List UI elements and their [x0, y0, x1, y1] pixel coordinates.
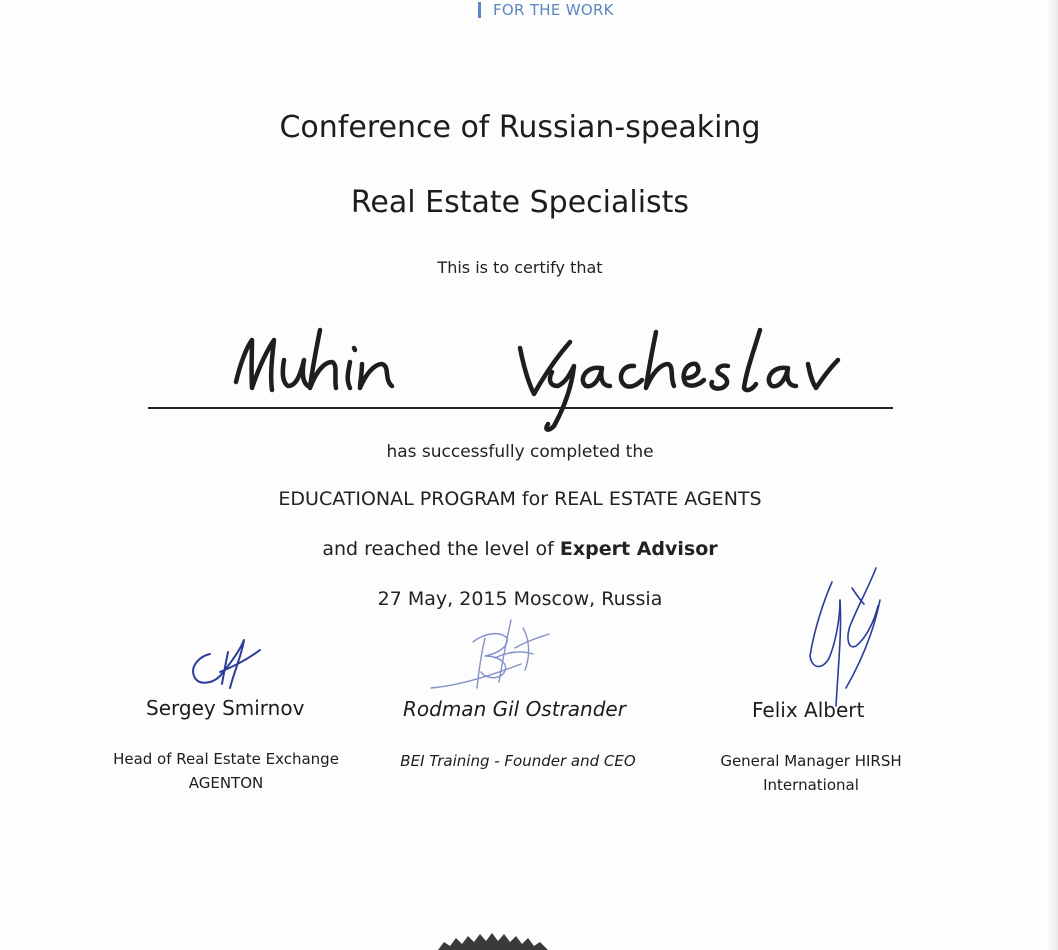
recipient-name-row — [148, 320, 893, 415]
signatory-3-title-line-1: General Manager HIRSH — [720, 752, 902, 770]
signatory-1-title-line-1: Head of Real Estate Exchange — [113, 750, 339, 768]
signatory-1-title-line-2: AGENTON — [188, 774, 264, 792]
signatory-1-title — [96, 747, 356, 795]
recipient-name-handwriting — [148, 320, 893, 440]
program-text: EDUCATIONAL PROGRAM for REAL ESTATE AGENTS — [278, 488, 762, 510]
signatory-2-name: Rodman Gil Ostrander — [403, 697, 626, 721]
page-edge-shadow — [1046, 0, 1058, 950]
certificate-title-line-1: Conference of Russian-speaking — [279, 110, 761, 145]
signatory-3-title — [700, 749, 922, 797]
certify-text: This is to certify that — [437, 258, 603, 277]
level-value: Expert Advisor — [559, 538, 718, 560]
signature-albert — [802, 560, 892, 710]
completed-text: has successfully completed the — [386, 442, 654, 462]
level-prefix: and reached the level of — [322, 538, 560, 560]
signatory-3-title-line-2: International — [763, 776, 859, 794]
signatory-2-title — [378, 749, 658, 773]
signature-ostrander — [425, 608, 565, 698]
level-line — [0, 538, 1040, 560]
signatory-2-title-line-1: BEI Training - Founder and CEO — [400, 752, 636, 770]
signature-smirnov — [186, 632, 268, 696]
certificate-title-line-2: Real Estate Specialists — [350, 185, 690, 220]
seal-partial-icon — [438, 932, 548, 950]
signatory-1-name: Sergey Smirnov — [146, 696, 305, 720]
logo-text: FOR THE WORK — [493, 1, 614, 19]
recipient-name-underline — [148, 407, 893, 409]
date-place: 27 May, 2015 Moscow, Russia — [377, 588, 663, 610]
header-logo — [478, 0, 614, 20]
signatory-3-name: Felix Albert — [752, 698, 865, 722]
logo-bar — [478, 2, 481, 18]
